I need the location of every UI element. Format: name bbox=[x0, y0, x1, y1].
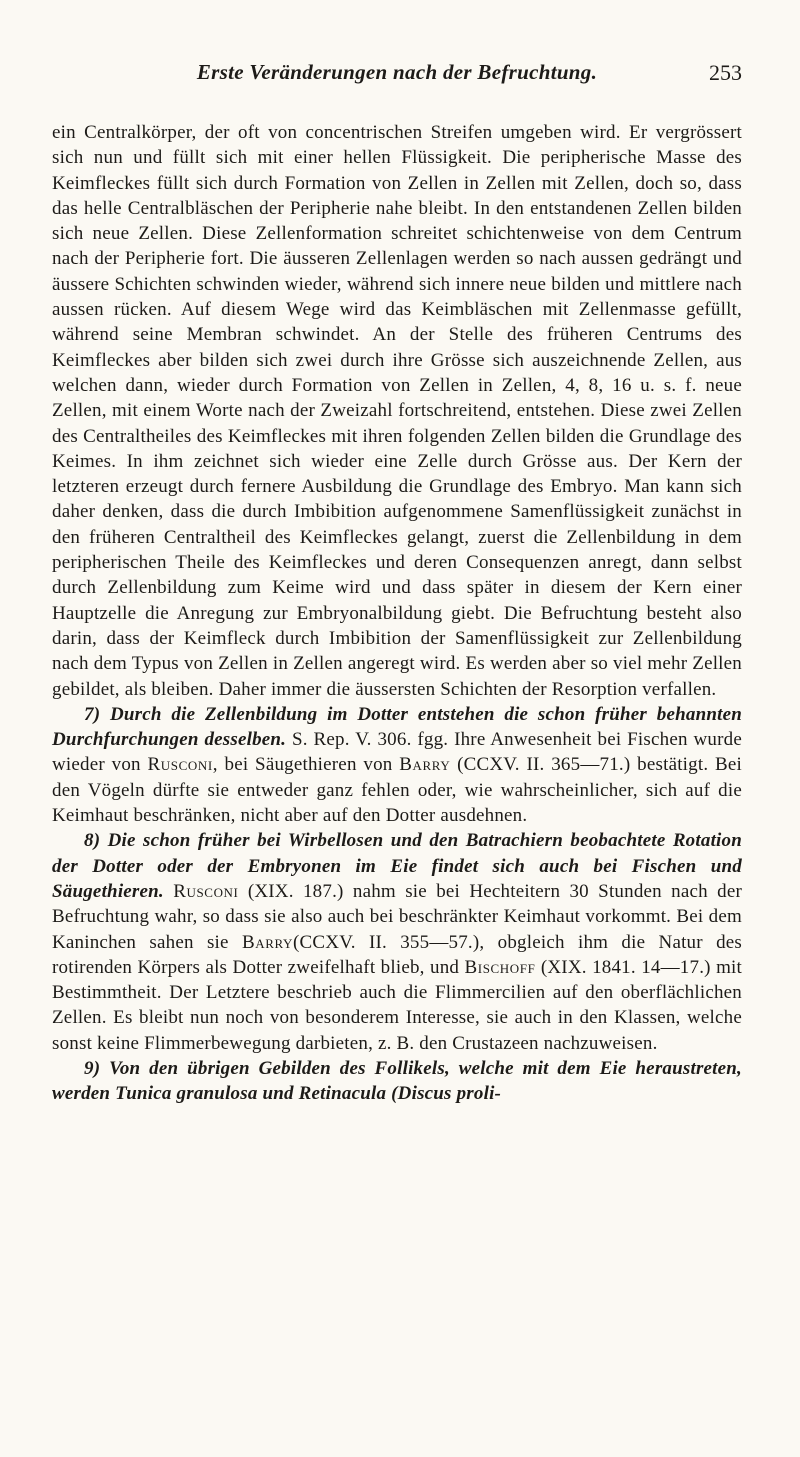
section-text: (CCXV. II. 365—71.) bestätigt. Bei den Vögeln dürfte sie entweder ganz fehlen oder, wie wahrscheinlicher, sich auf die Keimhaut beschränken, nicht aber auf den Dotter ausdehnen. bbox=[52, 754, 743, 827]
section-8 bbox=[52, 828, 742, 1056]
section-heading: Von den übrigen Gebilden des Follikels, welche mit dem Eie heraustreten, werden Tunica granulosa und Retinacula (Discus proli- bbox=[52, 1057, 743, 1105]
running-head bbox=[52, 60, 742, 90]
page-number: 253 bbox=[709, 60, 742, 85]
author-name: Barry bbox=[399, 754, 451, 776]
section-number: 8) bbox=[84, 830, 101, 852]
paragraph-text: ein Centralkörper, der oft von concentrischen Streifen umgeben wird. Er vergrössert sich nun und füllt sich mit einer hellen Flüssigkeit. Die peripherische Masse des Keimfleckes füllt sich durch Formation von Zellen in Zellen mit Zellen, doch so, dass das helle Centralbläschen der Peripherie nahe bleibt. In den entstandenen Zellen bilden sich neue Zellen. Diese Zellenformation schreitet schichtenweise von dem Centrum nach der Peripherie fort. Die äusseren Zellenlagen werden so nach aussen gedrängt und äussere Schichten schwinden wieder, während sich innere neue bilden und mittlere nach aussen rücken. Auf diesem Wege wird das Keimbläschen mit Zellenmasse gefüllt, während seine Membran schwindet. An der Stelle des früheren Centrums des Keimfleckes aber bilden sich zwei durch ihre Grösse sich auszeichnende Zellen, aus welchen dann, wieder durch Formation von Zellen in Zellen, 4, 8, 16 u. s. f. neue Zellen, mit einem Worte nach der Zweizahl fortschreitend, entstehen. Diese zwei Zellen des Centraltheiles des Keimfleckes mit ihren folgenden Zellen bilden die Grundlage des Keimes. In ihm zeichnet sich wieder eine Zelle durch Grösse aus. Der Kern der letzteren erzeugt durch fernere Ausbildung die Grundlage des Embryo. Man kann sich daher denken, dass die durch Imbibition aufgenommene Samenflüssigkeit zunächst in den früheren Centraltheil des Keimfleckes gelangt, zuerst die Zellenbildung in dem peripherischen Theile des Keimfleckes und deren Consequenzen anregt, dann selbst durch Zellenbildung zum Keime wird und dass später in diesem der Kern einer Hauptzelle die Anregung zur Embryonalbildung giebt. Die Befruchtung besteht also darin, dass der Keimfleck durch Imbibition der Samenflüssigkeit zur Zellenbildung nach dem Typus von Zellen in Zellen angeregt wird. Es werden aber so viel mehr Zellen gebildet, als bleiben. Daher immer die äussersten Schichten der Resorption verfallen. bbox=[52, 122, 742, 700]
section-text: , bei Säugethieren von bbox=[212, 754, 393, 776]
section-text: (CCXV. II. 355—57.), obgleich ihm die Natur des rotirenden Körpers als Dotter zweifelhaft blieb, und bbox=[52, 931, 743, 978]
section-number: 9) bbox=[84, 1057, 101, 1079]
section-text: S. Rep. V. 306. fgg. Ihre Anwesenheit bei Fischen wurde wieder von bbox=[52, 729, 742, 776]
section-text: (XIX. 187.) nahm sie bei Hechteitern 30 Stunden nach der Befruchtung wahr, so dass sie also auch bei beschränkter Keimhaut vorkommt. Bei dem Kaninchen sahen sie bbox=[52, 880, 743, 953]
running-title: Erste Veränderungen nach der Befruchtung. bbox=[196, 60, 598, 84]
section-heading: Die schon früher bei Wirbellosen und den Batrachiern beobachtete Rotation der Dotter oder der Embryonen im Eie findet sich auch bei Fischen und Säugethieren. bbox=[52, 830, 742, 902]
section-7 bbox=[52, 702, 742, 828]
author-name: Rusconi bbox=[147, 754, 213, 776]
author-name: Bischoff bbox=[464, 956, 536, 978]
section-heading: Durch die Zellenbildung im Dotter entstehen die schon früher behannten Durchfurchungen desselben. bbox=[52, 703, 742, 751]
section-number: 7) bbox=[84, 703, 101, 725]
section-text: (XIX. 1841. 14—17.) mit Bestimmtheit. Der Letztere beschrieb auch die Flimmercilien auf den oberflächlichen Zellen. Es bleibt nun noch von besonderem Interesse, sie auch in den Klassen, welche sonst keine Flimmerbewegung darbieten, z. B. den Crustazeen nachzuweisen. bbox=[52, 956, 742, 1054]
section-9 bbox=[52, 1056, 742, 1107]
body-text bbox=[52, 120, 742, 1107]
author-name: Rusconi bbox=[173, 880, 239, 902]
author-name: Barry bbox=[241, 931, 294, 953]
paragraph-continuation bbox=[52, 120, 742, 702]
